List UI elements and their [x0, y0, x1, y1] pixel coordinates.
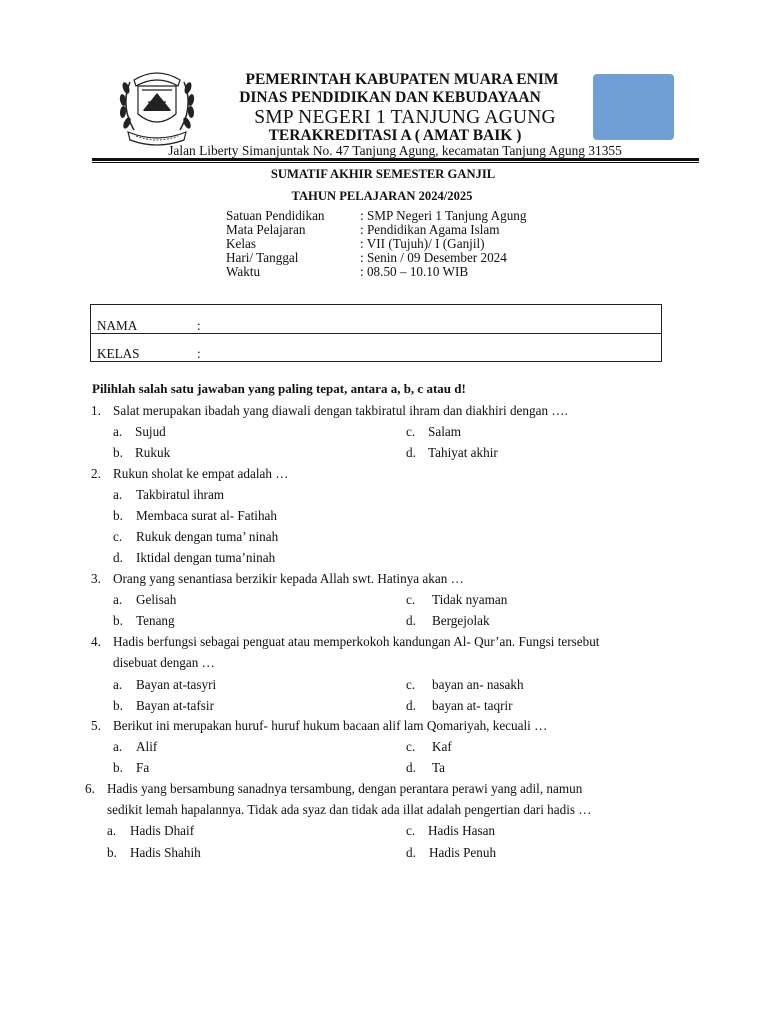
option-letter: b. [113, 698, 123, 713]
option-letter: d. [406, 613, 416, 628]
header-accreditation: TERAKREDITASI A ( AMAT BAIK ) [268, 127, 522, 144]
question-text: Hadis yang bersambung sanadnya tersambung, dengan perantara perawi yang adil, namun [107, 781, 583, 796]
option-text: Hadis Penuh [429, 845, 497, 860]
name-field[interactable] [97, 318, 201, 334]
option-letter: c. [406, 677, 416, 692]
question-text: sedikit lemah hapalannya. Tidak ada syaz dan tidak ada illat adalah pengertian dari hadis … [107, 802, 592, 817]
question-number: 2. [91, 466, 101, 481]
option-text: Sujud [135, 424, 166, 439]
class-field[interactable] [97, 346, 201, 362]
info-label: Mata Pelajaran [226, 222, 306, 237]
exam-info-block [226, 209, 526, 279]
option-text: bayan at- taqrir [432, 698, 513, 713]
option-letter: b. [113, 613, 123, 628]
info-row [226, 223, 526, 237]
option-letter: d. [406, 845, 416, 860]
option-letter: a. [107, 823, 117, 838]
option-text: Bayan at-tafsir [136, 698, 214, 713]
question-number: 3. [91, 571, 101, 586]
academic-year: TAHUN PELAJARAN 2024/2025 [291, 189, 473, 203]
question-text: Orang yang senantiasa berzikir kepada Allah swt. Hatinya akan … [113, 571, 464, 586]
option-text: Rukuk [135, 445, 171, 460]
option-text: bayan an- nasakh [432, 677, 524, 692]
option-letter: c. [113, 529, 123, 544]
question-number: 5. [91, 718, 101, 733]
option-text: Kaf [432, 739, 452, 754]
question-text: disebuat dengan … [113, 655, 215, 670]
info-label: Waktu [226, 264, 261, 279]
option-letter: d. [406, 698, 416, 713]
info-value: : SMP Negeri 1 Tanjung Agung [360, 208, 527, 223]
header-divider [92, 158, 699, 161]
option-text: Iktidal dengan tuma’ninah [136, 550, 276, 565]
option-letter: a. [113, 739, 123, 754]
option-letter: a. [113, 487, 123, 502]
option-letter: c. [406, 424, 416, 439]
option-letter: d. [113, 550, 123, 565]
header-government: PEMERINTAH KABUPATEN MUARA ENIM [245, 71, 559, 88]
option-letter: a. [113, 592, 123, 607]
class-colon: : [197, 346, 201, 361]
header-address: Jalan Liberty Simanjuntak No. 47 Tanjung Agung, kecamatan Tanjung Agung 31355 [168, 143, 622, 158]
info-value: : 08.50 – 10.10 WIB [360, 264, 469, 279]
info-row [226, 265, 526, 279]
option-text: Fa [136, 760, 150, 775]
option-text: Membaca surat al- Fatihah [136, 508, 277, 523]
header-department: DINAS PENDIDIKAN DAN KEBUDAYAAN [239, 89, 541, 106]
option-letter: d. [406, 445, 416, 460]
option-text: Hadis Dhaif [130, 823, 195, 838]
option-text: Rukuk dengan tuma’ ninah [136, 529, 279, 544]
option-text: Salam [428, 424, 461, 439]
question-text: Hadis berfungsi sebagai penguat atau memperkokoh kandungan Al- Qur’an. Fungsi tersebut [113, 634, 600, 649]
option-letter: a. [113, 677, 123, 692]
option-text: Tahiyat akhir [428, 445, 498, 460]
info-row [226, 209, 526, 223]
name-colon: : [197, 318, 201, 333]
option-text: Ta [432, 760, 445, 775]
question-number: 6. [85, 781, 95, 796]
option-text: Alif [136, 739, 158, 754]
question-text: Salat merupakan ibadah yang diawali dengan takbiratul ihram dan diakhiri dengan …. [113, 403, 568, 418]
name-label: NAMA [97, 318, 138, 333]
option-text: Gelisah [136, 592, 177, 607]
info-row [226, 237, 526, 251]
instruction-text: Pilihlah salah satu jawaban yang paling tepat, antara a, b, c atau d! [92, 381, 466, 396]
info-row [226, 251, 526, 265]
question-text: Rukun sholat ke empat adalah … [113, 466, 289, 481]
option-letter: d. [406, 760, 416, 775]
info-value: : VII (Tujuh)/ I (Ganjil) [360, 236, 485, 251]
info-label: Satuan Pendidikan [226, 208, 325, 223]
option-letter: c. [406, 739, 416, 754]
identity-divider [91, 333, 661, 334]
option-text: Tenang [136, 613, 175, 628]
question-text: Berikut ini merupakan huruf- huruf hukum bacaan alif lam Qomariyah, kecuali … [113, 718, 548, 733]
option-letter: b. [107, 845, 117, 860]
question-number: 4. [91, 634, 101, 649]
header-school-name: SMP NEGERI 1 TANJUNG AGUNG [254, 107, 556, 128]
option-text: Bayan at-tasyri [136, 677, 217, 692]
exam-title: SUMATIF AKHIR SEMESTER GANJIL [270, 167, 496, 181]
class-label: KELAS [97, 346, 140, 361]
option-letter: a. [113, 424, 123, 439]
option-text: Takbiratul ihram [136, 487, 225, 502]
student-identity-box [90, 304, 662, 362]
info-label: Hari/ Tanggal [226, 250, 299, 265]
option-letter: b. [113, 508, 123, 523]
option-letter: b. [113, 445, 123, 460]
info-value: : Pendidikan Agama Islam [360, 222, 500, 237]
option-text: Tidak nyaman [432, 592, 508, 607]
info-value: : Senin / 09 Desember 2024 [360, 250, 507, 265]
option-letter: c. [406, 592, 416, 607]
option-letter: b. [113, 760, 123, 775]
question-number: 1. [91, 403, 101, 418]
option-text: Bergejolak [432, 613, 490, 628]
info-label: Kelas [226, 236, 257, 251]
header-divider-thin [92, 162, 699, 163]
option-text: Hadis Shahih [130, 845, 201, 860]
option-letter: c. [406, 823, 416, 838]
option-text: Hadis Hasan [428, 823, 496, 838]
